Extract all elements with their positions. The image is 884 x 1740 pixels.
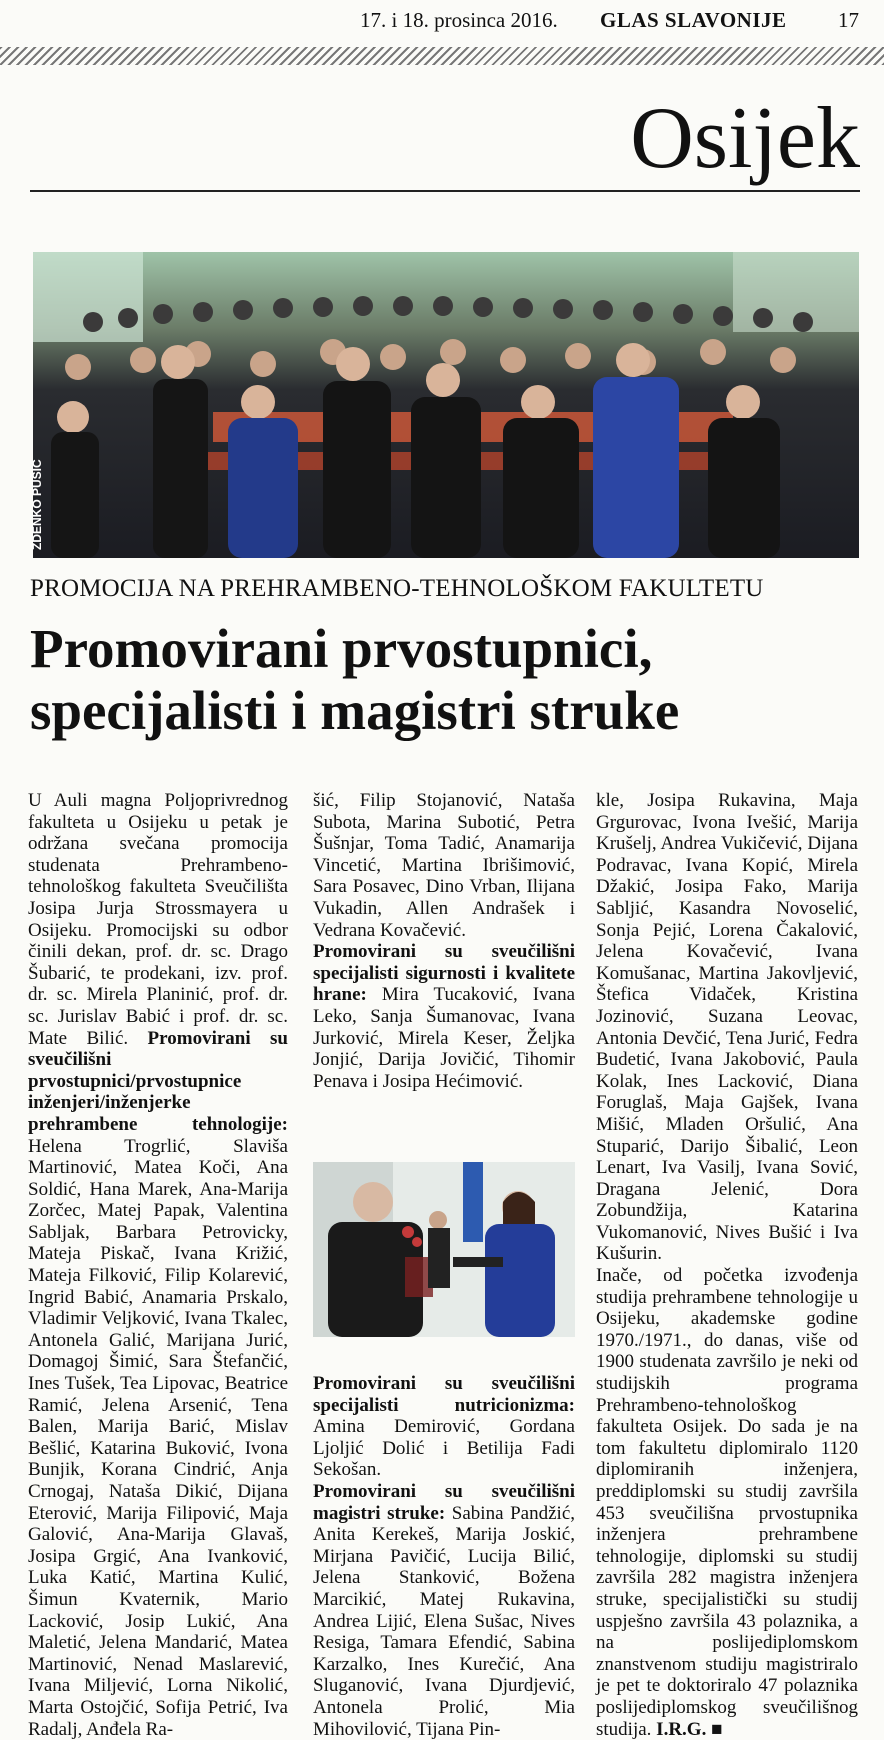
bachelors-heading: Promovirani su sveučilišni prvostupnici/prvostupnice inženjeri/inženjerke prehrambene tehnologije: bbox=[28, 1027, 288, 1135]
photo-illustration-small bbox=[313, 1162, 575, 1337]
article-column-1 bbox=[28, 790, 288, 1740]
nutrition-heading: Promovirani su sveučilišni specijalisti nutricionizma: bbox=[313, 1373, 575, 1416]
masters-heading: Promovirani su sveučilišni magistri struke: bbox=[313, 1480, 575, 1524]
masthead bbox=[0, 0, 884, 40]
graduation-crowd-photo bbox=[33, 252, 859, 558]
photo-illustration bbox=[33, 252, 859, 558]
article-column-3 bbox=[596, 790, 858, 1740]
diploma-handover-photo bbox=[313, 1162, 575, 1337]
masters-names: Sabina Pandžić, Anita Kerekeš, Marija Joskić, Mirjana Pavičić, Lucija Bilić, Jelena Stanković, Božena Marcikić, Matej Rukavina, Andrea Lijić, Elena Sušac, Nives Resiga, Tamara Efendić, Sabina Karzalko, Ines Kurečić, Ana Sluganović, Ivana Djurdjević, Antonela Prolić, Mia Mihovilović, Tijana Pin- bbox=[313, 1502, 576, 1740]
section-title: Osijek bbox=[630, 90, 860, 187]
section-rule bbox=[30, 190, 860, 192]
headline: Promovirani prvostupnici, specijalisti i magistri struke bbox=[30, 618, 680, 741]
article-column-2-lower bbox=[313, 1373, 575, 1740]
photo-credit bbox=[30, 460, 50, 550]
issue-date: 17. i 18. prosinca 2016. bbox=[360, 8, 558, 32]
food-safety-names: Mira Tucaković, Ivana Leko, Sanja Šumanovac, Ivana Jurković, Mirela Keser, Željka Jonjić, Darija Jovičić, Tihomir Penava i Josipa Hećimović. bbox=[313, 984, 575, 1092]
kicker: PROMOCIJA NA PREHRAMBENO-TEHNOLOŠKOM FAKULTETU bbox=[30, 575, 764, 602]
nutrition-names: Amina Demirović, Gordana Ljoljić Dolić i Betilija Fadi Sekošan. bbox=[313, 1416, 575, 1481]
food-safety-heading: Promovirani su sveučilišni specijalisti sigurnosti i kvalitete hrane: bbox=[313, 941, 575, 1006]
article-outro: Inače, od početka izvođenja studija prehrambene tehnologije u Osijeku, akademske godine 1970./1971., do danas, više od 1900 studenata završilo je neki od studijskih programa Prehrambeno-tehnološkog fakulteta Osijek. Do sada je na tom fakultetu diplomiralo 1120 diplomiranih inženjera, preddiplomski su studij završila 453 sveučilišna prvostupnika inženjera prehrambene tehnologije, diplomski su studij završila 282 magistra inženjera struke, specijalistički su studij uspješno završila 43 polaznika, a na poslijediplomskom znanstvenom studiju magistriralo je pet te doktoriralo 47 polaznika poslijediplomskog sveučilišnog studija. bbox=[596, 1265, 858, 1740]
page-number: 17 bbox=[838, 8, 859, 32]
article-intro: U Auli magna Poljoprivrednog fakulteta u Osijeku u petak je održana svečana promocija studenata Prehrambeno-tehnološkog fakulteta Sveučilišta Josipa Jurja Strossmayera u Osijeku. Promocijski su odbor činili dekan, prof. dr. sc. Drago Šubarić, te prodekani, izv. prof. dr. sc. Mirela Planinić, prof. dr. sc. Jurislav Babić i prof. dr. sc. Mate Bilić. bbox=[28, 790, 288, 1049]
article-column-2 bbox=[313, 790, 575, 1092]
end-mark: ■ bbox=[711, 1718, 723, 1740]
masters-names-cont: kle, Josipa Rukavina, Maja Grgurovac, Ivona Ivešić, Marija Krušelj, Andrea Vukičević, Dijana Podravac, Ivana Kopić, Mirela Džakić, Josipa Fako, Marija Sabljić, Kasandra Novoselić, Sonja Pejić, Lorena Čakalović, Jelena Kovačević, Ivana Komušanac, Martina Jakovljević, Štefica Vidaček, Kristina Jozinović, Suzana Leovac, Antonia Devčić, Tena Jurić, Fedra Budetić, Ivana Jakobović, Paula Kolak, Ines Lacković, Diana Foruglaš, Maja Gajšek, Ivana Mišić, Mladen Oršulić, Ana Stuparić, Darijo Šibalić, Leon Lenart, Iva Vasilj, Ivana Sović, Dragana Jelenić, Dora Zobundžija, Katarina Vukomanović, Nives Bušić i Iva Kušurin. bbox=[596, 790, 858, 1265]
photo-credit-text: ZDENKO PUŠIĆ bbox=[30, 459, 44, 550]
bachelors-names-cont: šić, Filip Stojanović, Nataša Subota, Marina Subotić, Petra Šušnjar, Toma Tadić, Anamarija Vincetić, Martina Ibrišimović, Sara Posavec, Dino Vrban, Ilijana Vukadin, Allen Andrašek i Vedrana Kovačević. bbox=[313, 790, 575, 941]
hatched-divider bbox=[0, 47, 884, 65]
newspaper-name: GLAS SLAVONIJE bbox=[600, 8, 787, 32]
author-signature: I.R.G. bbox=[656, 1718, 707, 1740]
bachelors-names: Helena Trogrlić, Slaviša Martinović, Matea Koči, Ana Soldić, Hana Marek, Ana-Marija Zorčec, Matej Papak, Valentina Sabljak, Barbara Petrovicky, Mateja Piskač, Ivana Križić, Mateja Filković, Filip Kolarević, Ingrid Babić, Anamaria Prskalo, Vladimir Veljković, Ivana Tkalec, Antonela Galić, Marijana Jurić, Domagoj Šimić, Sara Štefančić, Ines Tušek, Tea Lipovac, Beatrice Ramić, Jelena Arsenić, Tena Balen, Marija Barić, Mislav Bešlić, Katarina Buković, Ivona Bunjik, Korana Cindrić, Anja Crnogaj, Nataša Dikić, Dijana Eterović, Marija Filipović, Maja Galović, Ana-Marija Glavaš, Josipa Grgić, Ana Ivanković, Luka Katić, Martina Kulić, Šimun Kvaternik, Mario Lacković, Josip Lukić, Ana Maletić, Jelena Mandarić, Matea Martinović, Nenad Maslarević, Ivana Miljević, Lorna Nikolić, Marta Ostojčić, Sofija Petrić, Iva Radalj, Anđela Ra- bbox=[28, 1135, 288, 1740]
